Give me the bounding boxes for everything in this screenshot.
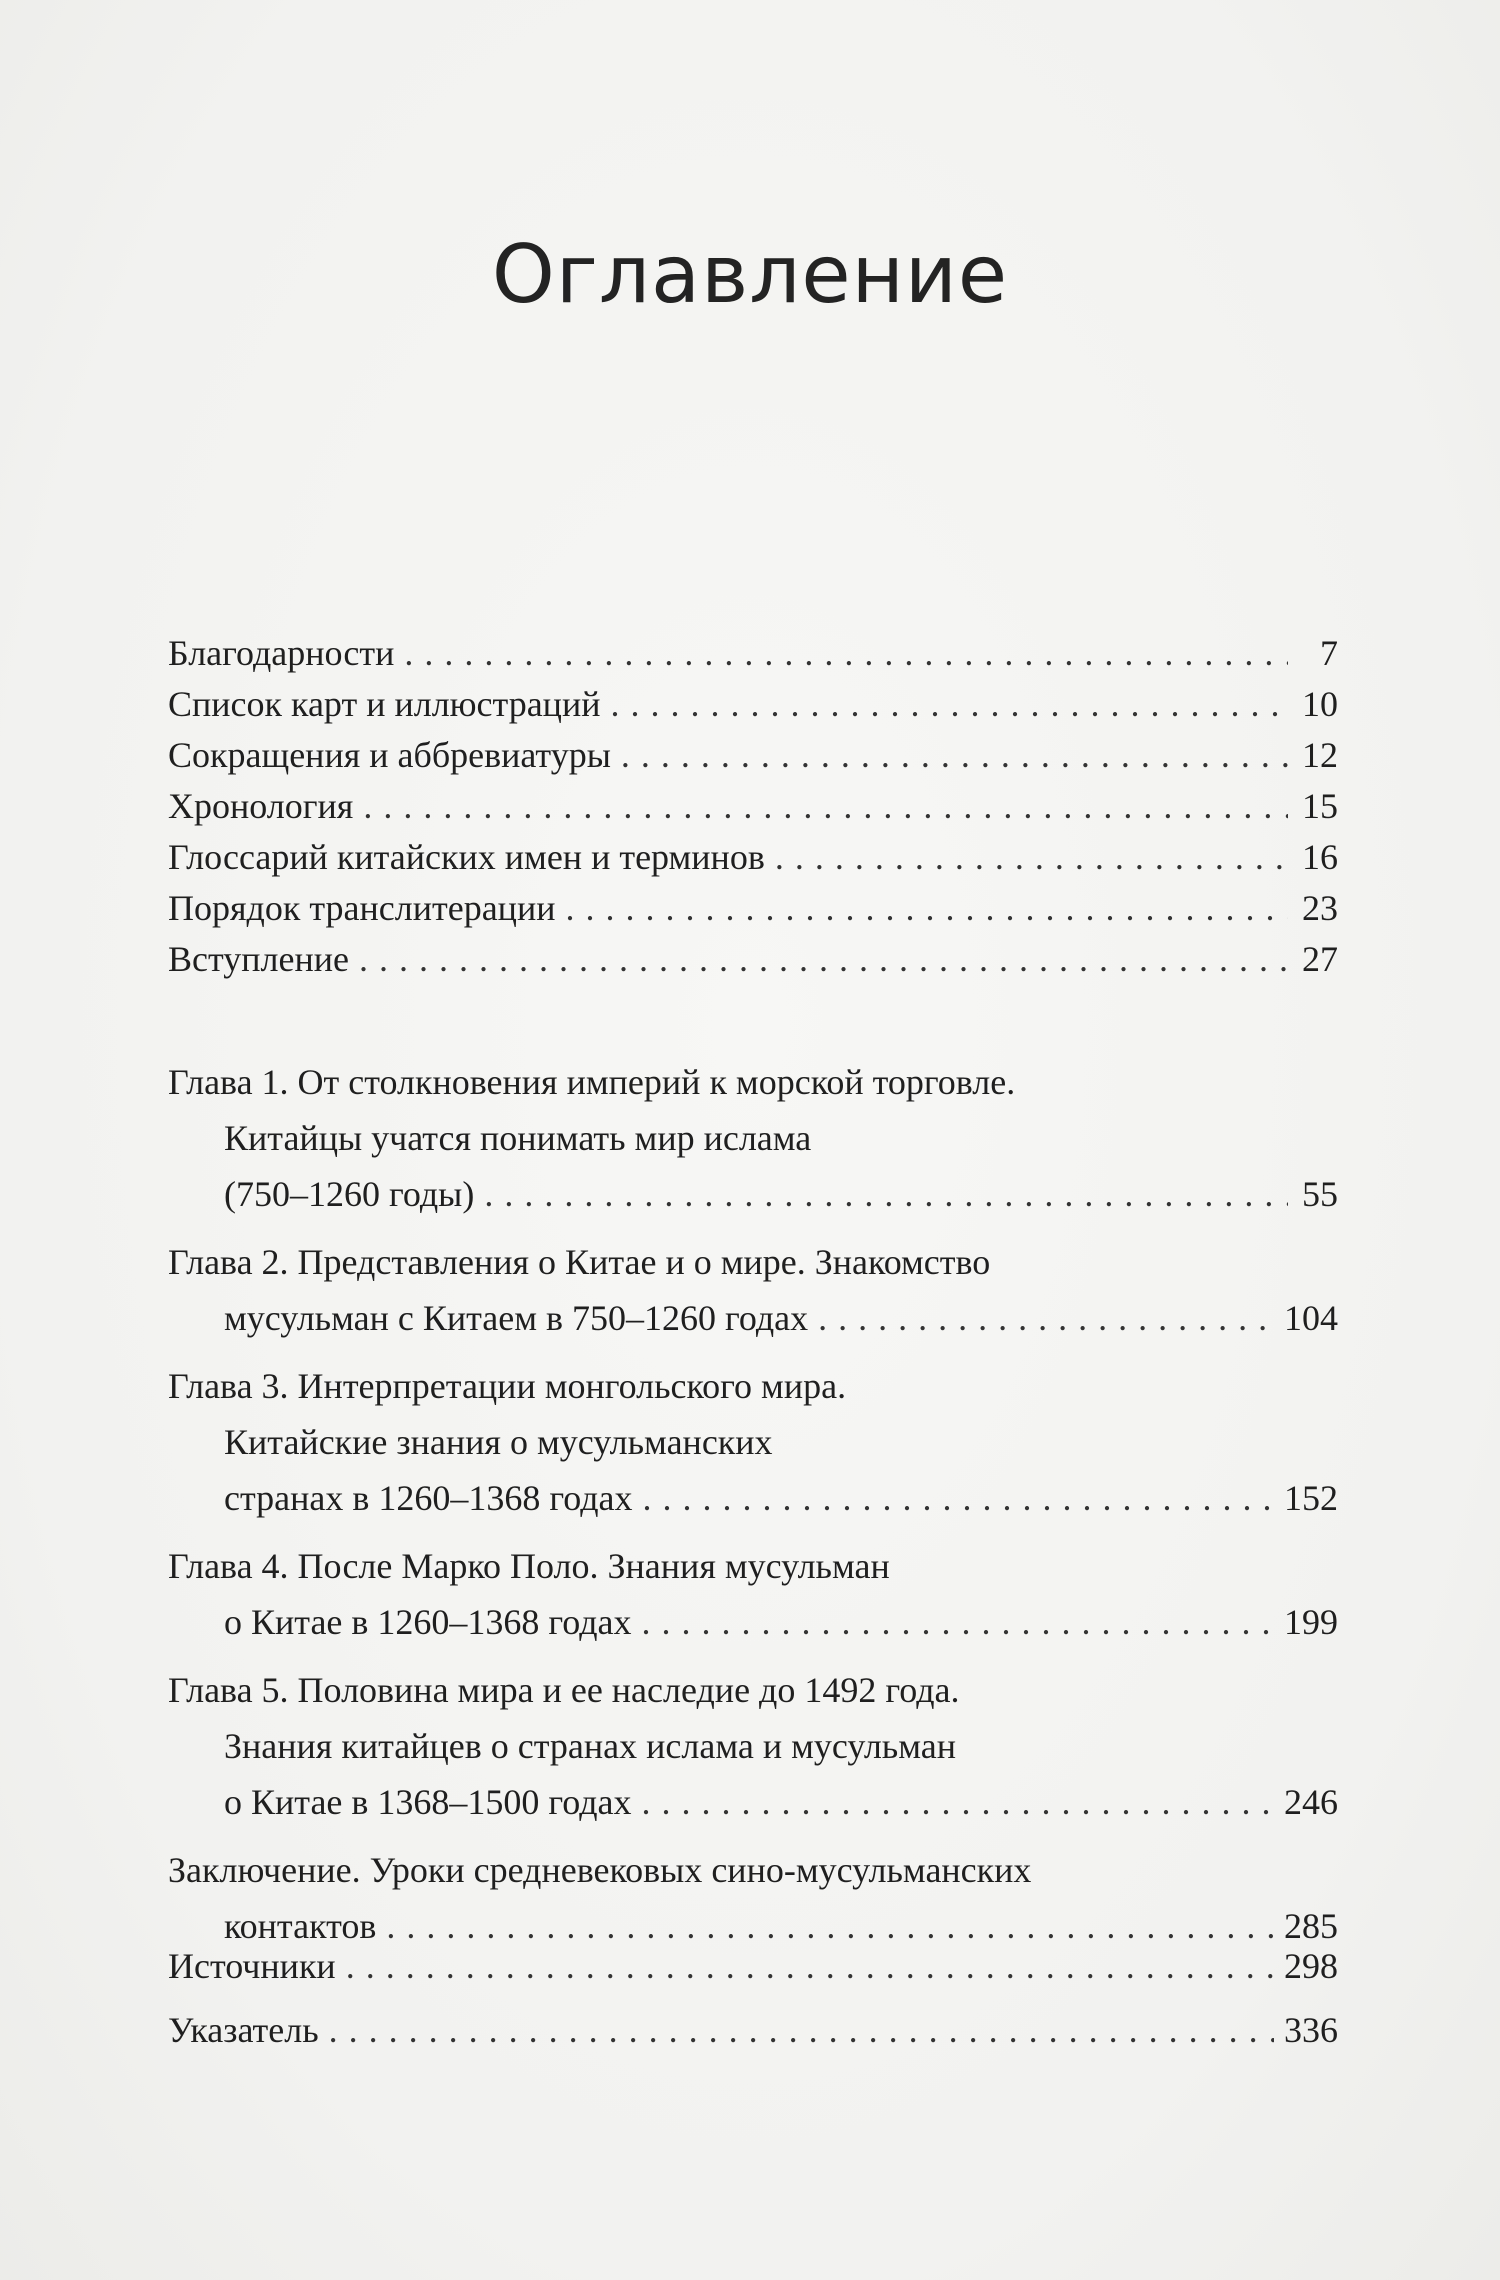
toc-entry-page: 12	[1302, 735, 1338, 775]
toc-entry	[168, 781, 1338, 832]
chapter-title-line: о Китае в 1368–1500 годах	[224, 1782, 632, 1822]
leader-dots	[775, 832, 1288, 883]
chapter-title-line: Китайцы учатся понимать мир ислама	[224, 1118, 812, 1158]
leader-dots	[642, 1594, 1274, 1650]
toc-entry	[168, 883, 1338, 934]
toc-chapter-5	[168, 1662, 1338, 1830]
toc-entry-label: Указатель	[168, 2010, 319, 2050]
chapter-title-line: мусульман с Китаем в 750–1260 годах	[224, 1298, 809, 1338]
toc-entry-page: 15	[1302, 786, 1338, 826]
leader-dots	[363, 781, 1288, 832]
toc-entry	[168, 1594, 1338, 1650]
leader-dots	[484, 1166, 1288, 1222]
toc-entry	[168, 1774, 1338, 1830]
toc-entry-page: 199	[1284, 1602, 1338, 1642]
toc-entry-page: 10	[1302, 684, 1338, 724]
leader-dots	[818, 1290, 1274, 1346]
toc-entry-page: 298	[1284, 1946, 1338, 1986]
toc-entry-label: Сокращения и аббревиатуры	[168, 735, 611, 775]
toc-entry	[168, 628, 1338, 679]
toc-entry	[168, 1998, 1338, 2062]
leader-dots	[642, 1774, 1274, 1830]
toc-entry-label: Порядок транслитерации	[168, 888, 556, 928]
page-title: Оглавление	[491, 228, 1009, 321]
toc-entry-page: 285	[1284, 1906, 1338, 1946]
leader-dots	[329, 1998, 1274, 2062]
leader-dots	[610, 679, 1288, 730]
toc-entry	[168, 1166, 1338, 1222]
toc-entry	[168, 730, 1338, 781]
toc-entry-page: 246	[1284, 1782, 1338, 1822]
leader-dots	[643, 1470, 1275, 1526]
leader-dots	[565, 883, 1288, 934]
toc-entry-page: 336	[1284, 2010, 1338, 2050]
toc-entry	[168, 1934, 1338, 1998]
chapter-title-line: Знания китайцев о странах ислама и мусульман	[224, 1726, 956, 1766]
chapter-title-line: контактов	[224, 1906, 377, 1946]
leader-dots	[404, 628, 1288, 679]
chapter-title-line: Глава 4. После Марко Поло. Знания мусульман	[168, 1546, 890, 1586]
toc-entry-page: 152	[1284, 1478, 1338, 1518]
toc-chapter-2	[168, 1234, 1338, 1346]
toc-entry-label: Хронология	[168, 786, 354, 826]
toc-front-matter	[168, 628, 1338, 985]
toc-entry	[168, 679, 1338, 730]
toc-entry	[168, 1470, 1338, 1526]
leader-dots	[621, 730, 1288, 781]
chapter-title-line: Глава 5. Половина мира и ее наследие до 1492 года.	[168, 1670, 960, 1710]
toc-entry-page: 23	[1302, 888, 1338, 928]
toc-chapter-1	[168, 1054, 1338, 1222]
toc-entry-label: Благодарности	[168, 633, 395, 673]
toc-entry-page: 16	[1302, 837, 1338, 877]
toc-entry-page: 7	[1320, 633, 1338, 673]
toc-entry-label: Источники	[168, 1946, 336, 1986]
toc-entry-label: Вступление	[168, 939, 349, 979]
toc-entry	[168, 934, 1338, 985]
toc-entry-page: 27	[1302, 939, 1338, 979]
chapter-title-line: Глава 1. От столкновения империй к морской торговле.	[168, 1062, 1016, 1102]
toc-chapter-4	[168, 1538, 1338, 1650]
chapter-title-line: Заключение. Уроки средневековых сино-мусульманских	[168, 1850, 1032, 1890]
leader-dots	[346, 1934, 1274, 1998]
chapter-title-line: странах в 1260–1368 годах	[224, 1478, 633, 1518]
toc-entry-label: Глоссарий китайских имен и терминов	[168, 837, 765, 877]
toc-entry	[168, 1290, 1338, 1346]
toc-entry-label: Список карт и иллюстраций	[168, 684, 601, 724]
chapter-title-line: (750–1260 годы)	[224, 1174, 475, 1214]
chapter-title-line: Глава 2. Представления о Китае и о мире. Знакомство	[168, 1242, 991, 1282]
chapter-title-line: о Китае в 1260–1368 годах	[224, 1602, 632, 1642]
toc-entry-page: 104	[1284, 1298, 1338, 1338]
chapter-title-line: Китайские знания о мусульманских	[224, 1422, 773, 1462]
toc-back-matter	[168, 1934, 1338, 2062]
leader-dots	[359, 934, 1288, 985]
toc-chapters	[168, 1054, 1338, 1966]
chapter-title-line: Глава 3. Интерпретации монгольского мира.	[168, 1366, 847, 1406]
toc-entry	[168, 832, 1338, 883]
toc-chapter-3	[168, 1358, 1338, 1526]
toc-entry-page: 55	[1302, 1174, 1338, 1214]
